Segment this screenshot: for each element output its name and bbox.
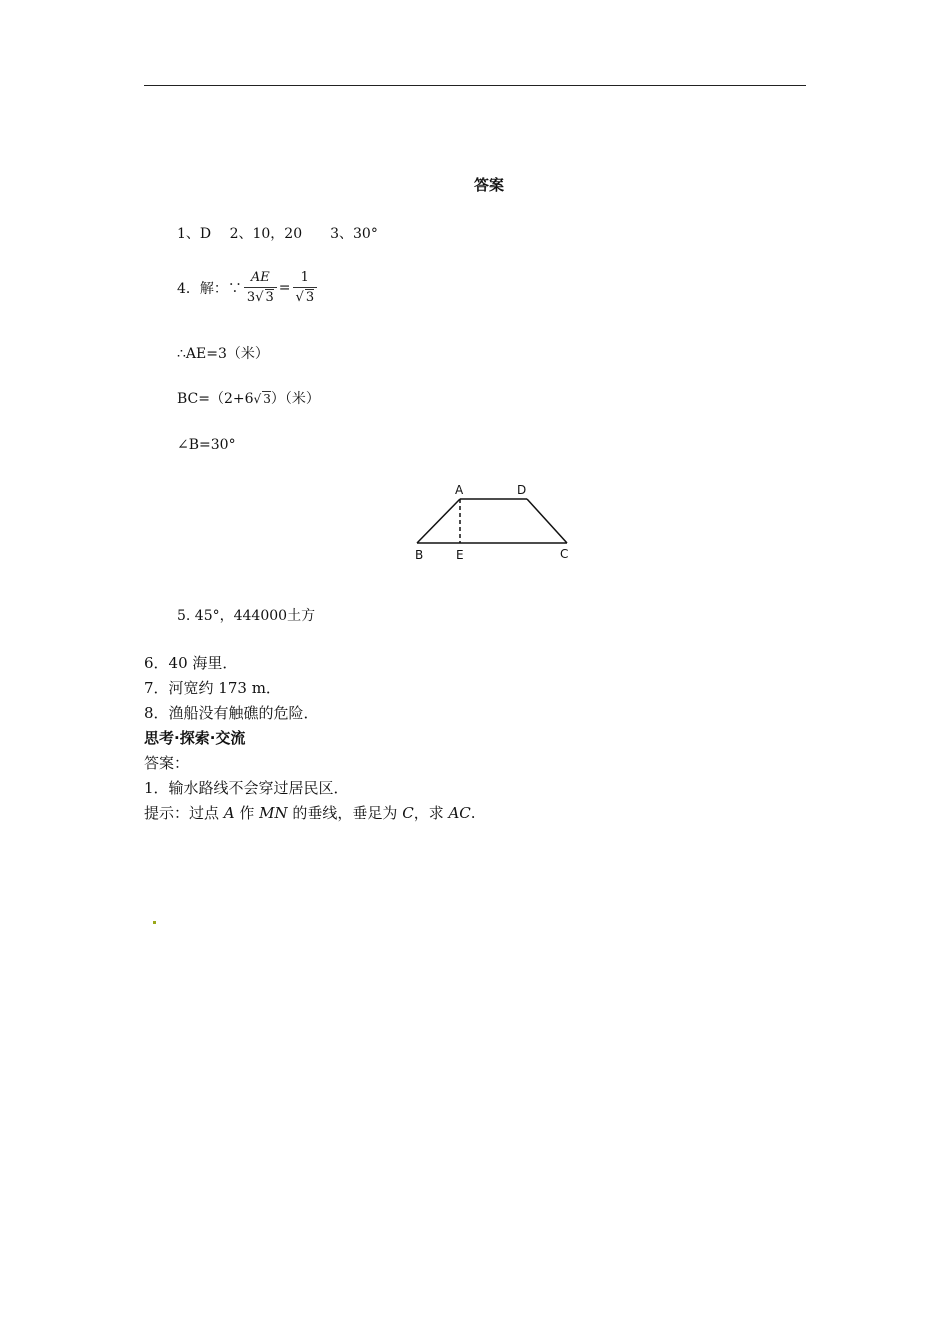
hint-p5: .	[470, 804, 476, 822]
stray-mark	[153, 921, 156, 924]
denominator-radicand: 3	[265, 290, 274, 305]
segment-ab	[417, 499, 460, 543]
hint-line	[144, 802, 476, 823]
fraction-ae-denominator: 3√ 3	[244, 287, 277, 305]
answer-5: 5. 45°，444000土方	[177, 608, 316, 624]
hint-p4: ，求	[413, 804, 449, 822]
fraction-one-denominator: √ 3	[293, 287, 318, 305]
page-title: 答案	[474, 176, 505, 194]
section-heading: 思考·探索·交流	[144, 729, 246, 747]
bc-line: BC=（2+6√ 3）（米）	[177, 391, 320, 407]
denominator-coefficient: 3	[246, 290, 256, 305]
answer-6: 6．40 海里．	[144, 654, 238, 672]
think-answer-1: 1．输水路线不会穿过居民区．	[144, 779, 349, 797]
hint-p3: 的垂线，垂足为	[287, 804, 403, 822]
fraction-ae-numerator: AE	[250, 270, 270, 285]
fraction-one-numerator: 1	[300, 270, 309, 285]
label-a: A	[455, 483, 464, 497]
header-rule	[144, 85, 806, 86]
angle-line: ∠B=30°	[177, 437, 236, 453]
hint-p1: 提示：过点	[144, 804, 224, 822]
answer-4-prefix: 4．解：∵	[177, 280, 242, 297]
answer-label: 答案：	[144, 754, 190, 772]
answer-8: 8．渔船没有触礁的危险．	[144, 704, 319, 722]
label-e: E	[456, 548, 464, 562]
segment-dc	[527, 499, 567, 543]
bc-after: ）（米）	[270, 391, 320, 407]
answers-1-3: 1、D 2、10，20 3、30°	[177, 226, 378, 242]
hint-point-a: A	[223, 804, 235, 822]
answer-4-equation	[177, 270, 319, 305]
label-c: C	[560, 547, 569, 561]
trapezoid-diagram	[405, 478, 585, 568]
denominator-radicand-2: 3	[305, 290, 315, 305]
bc-radicand: 3	[263, 392, 271, 406]
label-b: B	[415, 548, 424, 562]
hint-segment-ac: AC	[448, 804, 471, 822]
answer-7: 7．河宽约 173 m．	[144, 679, 281, 697]
fraction-one	[293, 270, 318, 305]
hint-p2: 作	[234, 804, 260, 822]
equals-sign: =	[278, 279, 291, 296]
fraction-ae	[244, 270, 277, 305]
hint-point-c: C	[402, 804, 414, 822]
therefore-line: ∴AE=3（米）	[177, 346, 269, 362]
label-d: D	[517, 483, 527, 497]
bc-before: BC=（2+6	[177, 391, 254, 407]
hint-line-mn: MN	[259, 804, 288, 822]
